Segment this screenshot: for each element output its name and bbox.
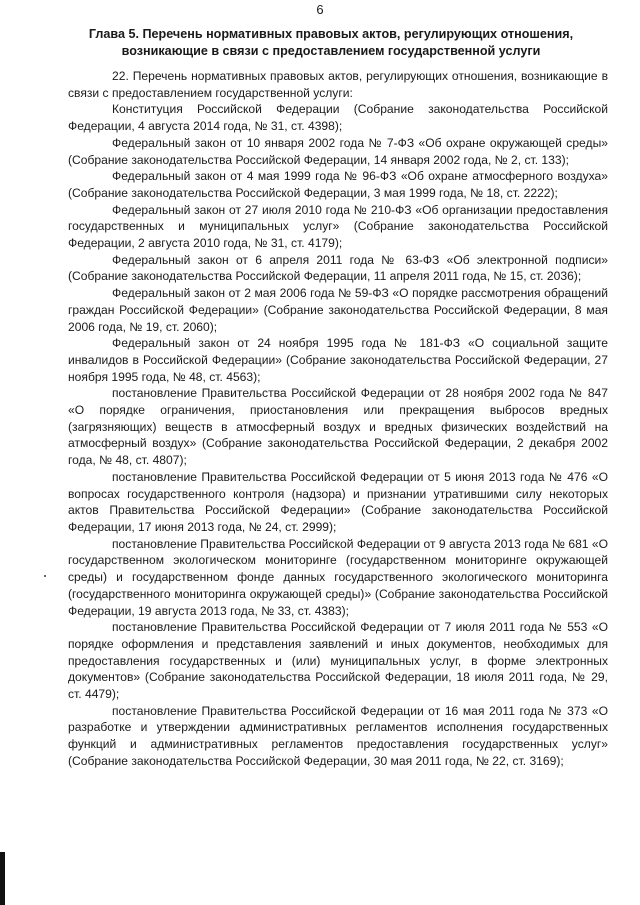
scan-speck	[44, 575, 46, 577]
paragraph-decree-373: постановление Правительства Российской Федерации от 16 мая 2011 года № 373 «О разработке и утверждении административных регламентов исполнения государственных функций и административных регламентов предоставления государственных услуг» (Собрание законодательства Российской Федерации, 30 мая 2011 года, № 22, ст. 3169);	[68, 703, 608, 768]
paragraph-law-7fz: Федеральный закон от 10 января 2002 года № 7-ФЗ «Об охране окружающей среды» (Собрание законодательства Российской Федерации, 14 января 2002 года, № 2, ст. 133);	[68, 135, 608, 167]
paragraph-decree-476: постановление Правительства Российской Федерации от 5 июня 2013 года № 476 «О вопросах государственного контроля (надзора) и признании утратившими силу некоторых актов Правительства Российской Федерации» (Собрание законодательства Российской Федерации, 17 июня 2013 года, № 24, ст. 2999);	[68, 469, 608, 534]
paragraph-decree-847: постановление Правительства Российской Федерации от 28 ноября 2002 года № 847 «О порядке ограничения, приостановления или прекращения выбросов вредных (загрязняющих) веществ в атмосферный воздух и вредных физических воздействий на атмосферный воздух» (Собрание законодательства Российской Федерации, 2 декабря 2002 года, № 48, ст. 4807);	[68, 386, 608, 468]
paragraph-constitution: Конституция Российской Федерации (Собрание законодательства Российской Федерации, 4 августа 2014 года, № 31, ст. 4398);	[68, 102, 608, 134]
paragraph-law-96fz: Федеральный закон от 4 мая 1999 года № 96-ФЗ «Об охране атмосферного воздуха» (Собрание законодательства Российской Федерации, 3 мая 1999 года, № 18, ст. 2222);	[68, 169, 608, 200]
paragraph-decree-681: постановление Правительства Российской Федерации от 9 августа 2013 года № 681 «О государственном экологическом мониторинге (государственном мониторинге окружающей среды) и государственном фонде данных государственного экологического мониторинга (государственного мониторинга окружающей среды)» (Собрание законодательства Российской Федерации, 19 августа 2013 года, № 33, ст. 4383);	[68, 536, 609, 618]
paragraph-law-59fz: Федеральный закон от 2 мая 2006 года № 59-ФЗ «О порядке рассмотрения обращений граждан Российской Федерации» (Собрание законодательства Российской Федерации, 8 мая 2006 года, № 19, ст. 2060);	[68, 286, 608, 334]
paragraph-decree-553: постановление Правительства Российской Федерации от 7 июля 2011 года № 553 «О порядке оформления и представления заявлений и иных документов, необходимых для предоставления государственных и (или) муниципальных услуг, в форме электронных документов» (Собрание законодательства Российской Федерации, 18 июля 2011 года, № 29, ст. 4479);	[68, 620, 608, 702]
paragraph-intro: 22. Перечень нормативных правовых актов, регулирующих отношения, возникающие в связи с предоставлением государственной услуги:	[68, 69, 608, 100]
paragraph-law-63fz: Федеральный закон от 6 апреля 2011 года № 63-ФЗ «Об электронной подписи» (Собрание законодательства Российской Федерации, 11 апреля 2011 года, № 15, ст. 2036);	[68, 252, 608, 284]
page-number: 6	[316, 2, 324, 17]
chapter-title: Глава 5. Перечень нормативных правовых актов, регулирующих отношения, возникающие в связи с предоставлением государственной услуги	[88, 27, 574, 58]
paragraph-law-210fz: Федеральный закон от 27 июля 2010 года № 210-ФЗ «Об организации предоставления государственных и муниципальных услуг» (Собрание законодательства Российской Федерации, 2 августа 2010 года, № 31, ст. 4179);	[68, 202, 608, 251]
document-body	[68, 68, 608, 770]
scan-edge-mark	[0, 852, 5, 905]
paragraph-law-181fz: Федеральный закон от 24 ноября 1995 года № 181-ФЗ «О социальной защите инвалидов в Российской Федерации» (Собрание законодательства Российской Федерации, 27 ноября 1995 года, № 48, ст. 4563);	[68, 336, 608, 384]
